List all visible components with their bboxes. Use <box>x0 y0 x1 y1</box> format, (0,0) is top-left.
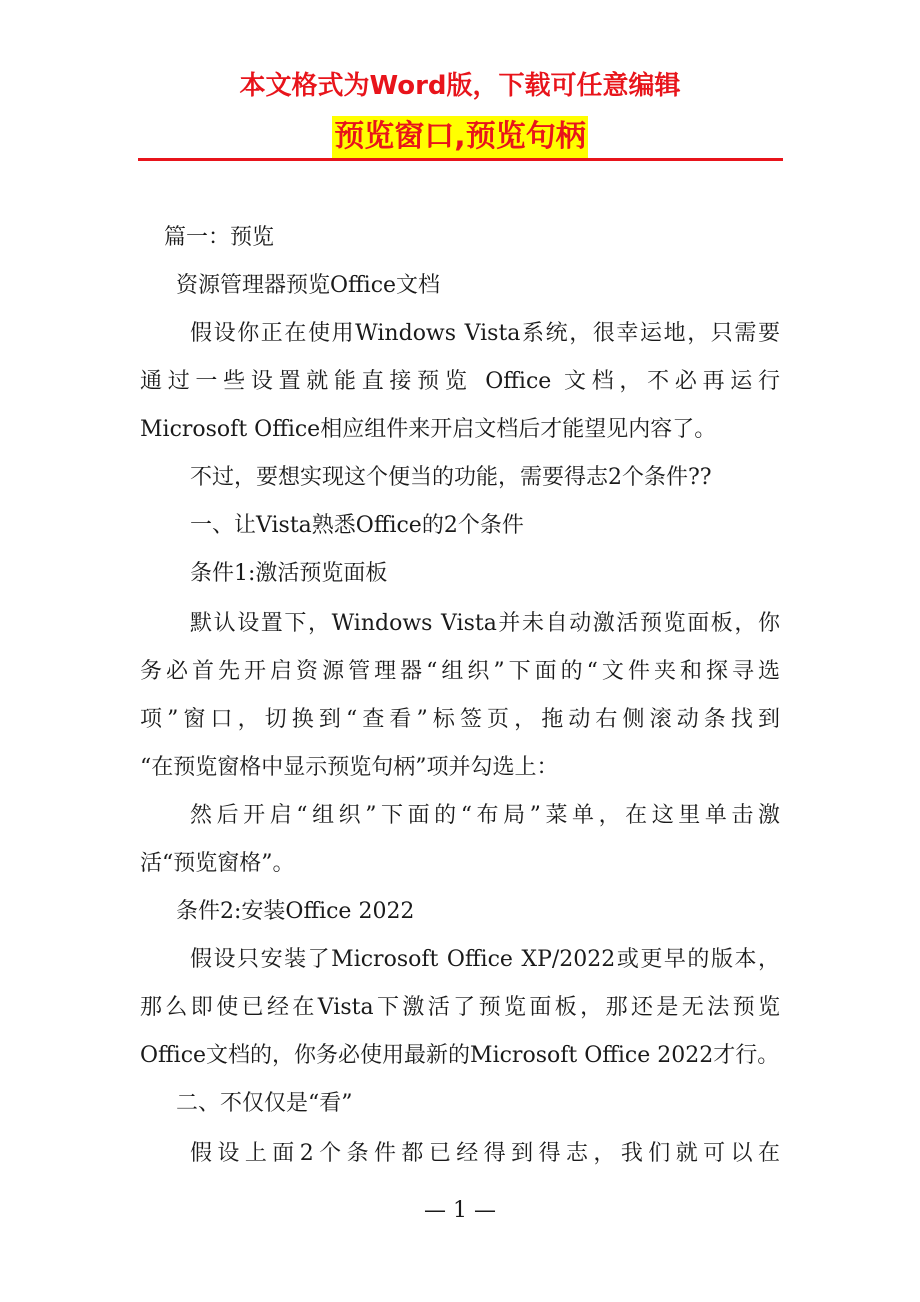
paragraph-line: 假设你正在使用Windows Vista系统，很幸运地，只需要 <box>190 321 780 346</box>
subheading: 条件1:激活预览面板 <box>190 561 388 586</box>
paragraph-line: Microsoft Office相应组件来开启文档后才能望见内容了。 <box>140 417 717 442</box>
paragraph-line: 务必首先开启资源管理器“组织”下面的“文件夹和探寻选 <box>140 659 780 684</box>
download-banner: 本文格式为Word版，下载可任意编辑 <box>239 71 681 101</box>
section-heading: 篇一：预览 <box>164 225 275 250</box>
document-title: 预览窗口,预览句柄 <box>332 116 587 158</box>
paragraph-line: 不过，要想实现这个便当的功能，需要得志2个条件?? <box>190 465 712 490</box>
paragraph-line: 项”窗口，切换到“查看”标签页，拖动右侧滚动条找到 <box>140 707 780 732</box>
subheading: 资源管理器预览Office文档 <box>176 273 441 298</box>
paragraph-line: 那么即使已经在Vista下激活了预览面板，那还是无法预览 <box>140 995 780 1020</box>
paragraph-line: 然后开启“组织”下面的“布局”菜单，在这里单击激 <box>190 803 780 828</box>
paragraph-line: 默认设置下，Windows Vista并未自动激活预览面板，你 <box>190 611 780 636</box>
paragraph-line: 假设只安装了Microsoft Office XP/2022或更早的版本， <box>190 947 780 972</box>
subheading: 条件2:安装Office 2022 <box>176 899 415 924</box>
paragraph-line: 假设上面2个条件都已经得到得志，我们就可以在 <box>190 1141 780 1166</box>
page-number: — 1 — <box>424 1198 496 1223</box>
paragraph-line: “在预览窗格中显示预览句柄”项并勾选上： <box>140 755 559 780</box>
document-title-wrap <box>0 116 920 158</box>
subheading: 二、不仅仅是“看” <box>176 1091 353 1116</box>
paragraph-line: 通过一些设置就能直接预览 Office 文档，不必再运行 <box>140 369 780 394</box>
paragraph-line: 活“预览窗格”。 <box>140 851 295 876</box>
subheading: 一、让Vista熟悉Office的2个条件 <box>190 513 524 538</box>
title-divider <box>138 158 783 161</box>
paragraph-line: Office文档的，你务必使用最新的Microsoft Office 2022才行。 <box>140 1043 780 1068</box>
